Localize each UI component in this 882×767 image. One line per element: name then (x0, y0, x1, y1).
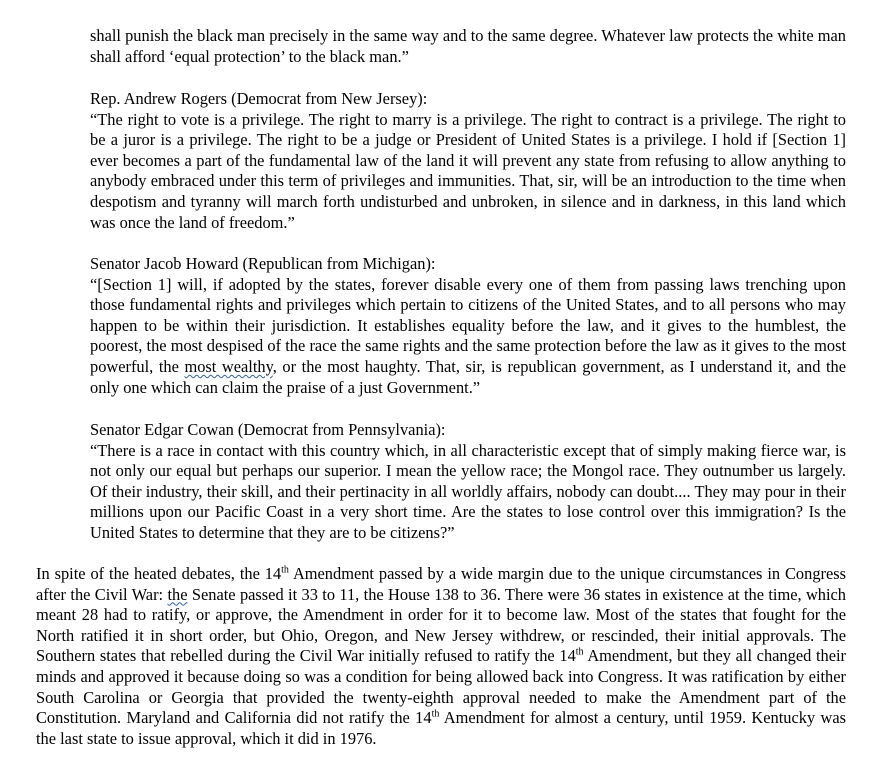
quote-text (90, 275, 846, 399)
grammar-flagged-word[interactable]: the (167, 584, 188, 604)
paragraph-text: In spite of the heated debates, the 14 (36, 564, 282, 583)
paragraph-text: Amendment passed by a wide margin due to the unique circumstances in Congress after the Civil War: (36, 564, 847, 604)
paragraph-text: Senate passed it 33 to 11, the House 138 to 36. There were 36 states in existence at the time, which meant 28 had to ratify, or approve, the Amendment in order for it to become law. Most of the states that fought for the North ratified it in short order, but Ohio, Oregon, and New Jersey withdrew, or rescinded, their initial approvals. The Southern states that rebelled during the Civil War initially refused to ratify the 14 (36, 584, 847, 666)
ordinal-suffix: th (431, 708, 440, 720)
quote-rogers (90, 89, 846, 233)
quote-text: shall punish the black man precisely in the same way and to the same degree. Whatever law protects the white man shall afford ‘equal protection’ to the black man.” (90, 26, 846, 66)
quote-text: “The right to vote is a privilege. The right to marry is a privilege. The right to contract is a privilege. The right to be a juror is a privilege. The right to be a judge or President of United States is a privilege. I hold if [Section 1] ever becomes a part of the fundamental law of the land it will prevent any state from refusing to allow anything to anybody embraced under this term of privileges and immunities. That, sir, will be an introduction to the time when despotism and tyranny will march forth undisturbed and unbroken, in silence and in darkness, in this land which was once the land of freedom.” (90, 109, 846, 232)
grammar-flagged-phrase[interactable]: most wealthy (184, 356, 273, 376)
closing-paragraph (36, 564, 846, 749)
quote-text-part: “[Section 1] will, if adopted by the states, forever disable every one of them from passing laws trenching upon those fundamental rights and privileges which pertain to citizens of the United States, and to all persons who may happen to be within their jurisdiction. It establishes equality before the law, and it gives to the humblest, the poorest, the most despised of the race the same rights and the same protection before the law as it gives to the most powerful, the (90, 274, 846, 376)
speaker-label: Senator Jacob Howard (Republican from Michigan): (90, 254, 436, 273)
quote-text-part: , or the most haughty. That, sir, is republican government, as I understand it, and the only one which can claim the praise of a just Government.” (90, 356, 846, 397)
paragraph-text: Amendment, but they all changed their minds and approved it because doing so was a condition for being allowed back into Congress. It was ratification by either South Carolina or Georgia that provided the twenty-eighth approval needed to make the Amendment part of the Constitution. Maryland and California did not ratify the 14 (36, 646, 846, 728)
quote-text: “There is a race in contact with this country which, in all characteristic except that of simply making fierce war, is not only our equal but perhaps our superior. I mean the yellow race; the Mongol race. They outnumber us largely. Of their industry, their skill, and their pertinacity in all worldly affairs, nobody can doubt.... They may pour in their millions upon our Pacific Coast in a very short time. Are the states to lose control over this immigration? Is the United States to determine that they are to be citizens?” (90, 440, 846, 542)
ordinal-suffix: th (281, 564, 289, 576)
quote-cowan (90, 420, 846, 544)
intro-quote-continuation (90, 26, 846, 67)
speaker-label: Rep. Andrew Rogers (Democrat from New Jersey): (90, 89, 428, 108)
quote-howard (90, 254, 846, 398)
speaker-label: Senator Edgar Cowan (Democrat from Pennsylvania): (90, 420, 446, 439)
paragraph-text: Amendment for almost a century, until 1959. Kentucky was the last state to issue approval, which it did in 1976. (36, 708, 846, 748)
ordinal-suffix: th (575, 646, 584, 658)
